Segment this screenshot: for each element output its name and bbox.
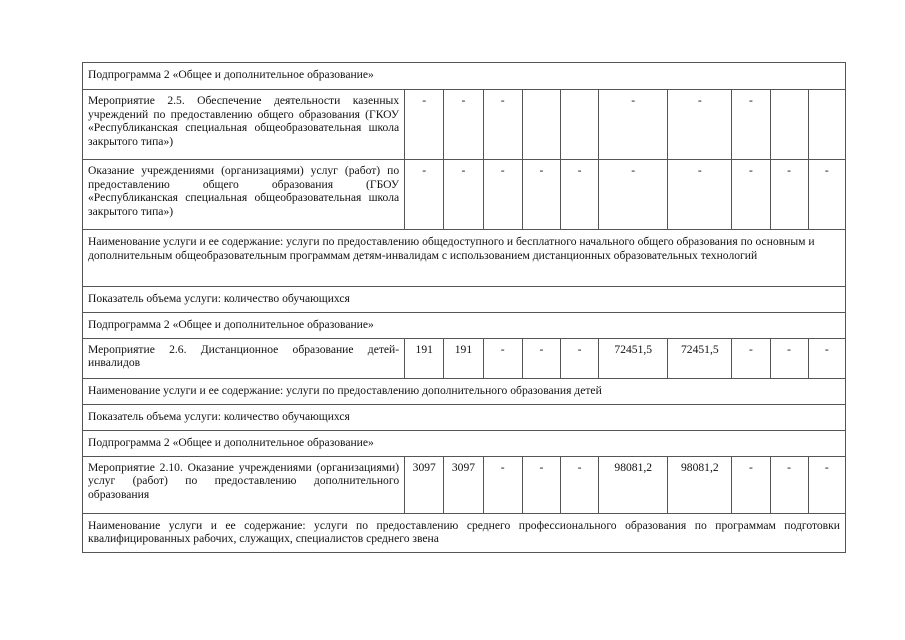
- table-row: [83, 513, 846, 552]
- activity-description: Оказание учреждениями (организациями) услуг (работ) по предоставлению общего образования (ГБОУ «Республиканская специальная общеобразовательная школа закрытого типа»): [83, 160, 405, 230]
- value-cell: 3097: [405, 456, 444, 513]
- value-cell: -: [405, 90, 444, 160]
- value-cell: -: [560, 160, 598, 230]
- table-row: [83, 312, 846, 338]
- table-row: [83, 287, 846, 313]
- budget-table: [82, 62, 846, 553]
- value-cell: -: [808, 160, 845, 230]
- value-cell: -: [732, 338, 770, 378]
- value-cell: -: [732, 456, 770, 513]
- value-cell: -: [732, 160, 770, 230]
- table-row: [83, 338, 846, 378]
- value-cell: 98081,2: [668, 456, 732, 513]
- value-cell: [770, 90, 808, 160]
- section-row-text: Подпрограмма 2 «Общее и дополнительное образование»: [83, 430, 846, 456]
- section-row-text: Наименование услуги и ее содержание: услуги по предоставлению дополнительного образования детей: [83, 378, 846, 404]
- activity-description: Мероприятие 2.6. Дистанционное образование детей-инвалидов: [83, 338, 405, 378]
- section-row-text: Показатель объема услуги: количество обучающихся: [83, 404, 846, 430]
- value-cell: -: [560, 338, 598, 378]
- value-cell: -: [770, 338, 808, 378]
- value-cell: -: [522, 456, 560, 513]
- value-cell: -: [668, 160, 732, 230]
- activity-description: Мероприятие 2.5. Обеспечение деятельности казенных учреждений по предоставлению общего образования (ГКОУ «Республиканская специальная общеобразовательная школа закрытого типа»): [83, 90, 405, 160]
- value-cell: -: [770, 160, 808, 230]
- value-cell: -: [522, 338, 560, 378]
- section-row-text: Подпрограмма 2 «Общее и дополнительное образование»: [83, 63, 846, 90]
- value-cell: 3097: [444, 456, 483, 513]
- value-cell: -: [444, 160, 483, 230]
- value-cell: -: [483, 338, 522, 378]
- value-cell: -: [560, 456, 598, 513]
- value-cell: 98081,2: [599, 456, 668, 513]
- value-cell: -: [444, 90, 483, 160]
- table-row: [83, 160, 846, 230]
- value-cell: 72451,5: [668, 338, 732, 378]
- table-row: [83, 378, 846, 404]
- table-row: [83, 430, 846, 456]
- value-cell: -: [405, 160, 444, 230]
- value-cell: -: [522, 160, 560, 230]
- section-row-text: Подпрограмма 2 «Общее и дополнительное образование»: [83, 312, 846, 338]
- value-cell: -: [808, 456, 845, 513]
- table-row: [83, 63, 846, 90]
- value-cell: [808, 90, 845, 160]
- value-cell: -: [599, 160, 668, 230]
- value-cell: [522, 90, 560, 160]
- value-cell: -: [483, 90, 522, 160]
- value-cell: 191: [405, 338, 444, 378]
- section-row-text: Показатель объема услуги: количество обучающихся: [83, 287, 846, 313]
- table-row: [83, 90, 846, 160]
- activity-description: Мероприятие 2.10. Оказание учреждениями (организациями) услуг (работ) по предоставлению дополнительного образования: [83, 456, 405, 513]
- value-cell: -: [599, 90, 668, 160]
- value-cell: 191: [444, 338, 483, 378]
- value-cell: -: [808, 338, 845, 378]
- value-cell: -: [483, 160, 522, 230]
- value-cell: [560, 90, 598, 160]
- value-cell: -: [668, 90, 732, 160]
- section-row-text: Наименование услуги и ее содержание: услуги по предоставлению общедоступного и бесплатного начального общего образования по основным и дополнительным общеобразовательным программам детям-инвалидам с использованием дистанционных образовательных технологий: [83, 230, 846, 287]
- table-row: [83, 456, 846, 513]
- section-row-text: Наименование услуги и ее содержание: услуги по предоставлению среднего профессионального образования по программам подготовки квалифицированных рабочих, служащих, специалистов среднего звена: [83, 513, 846, 552]
- value-cell: -: [770, 456, 808, 513]
- table-row: [83, 404, 846, 430]
- value-cell: -: [732, 90, 770, 160]
- value-cell: -: [483, 456, 522, 513]
- table-row: [83, 230, 846, 287]
- value-cell: 72451,5: [599, 338, 668, 378]
